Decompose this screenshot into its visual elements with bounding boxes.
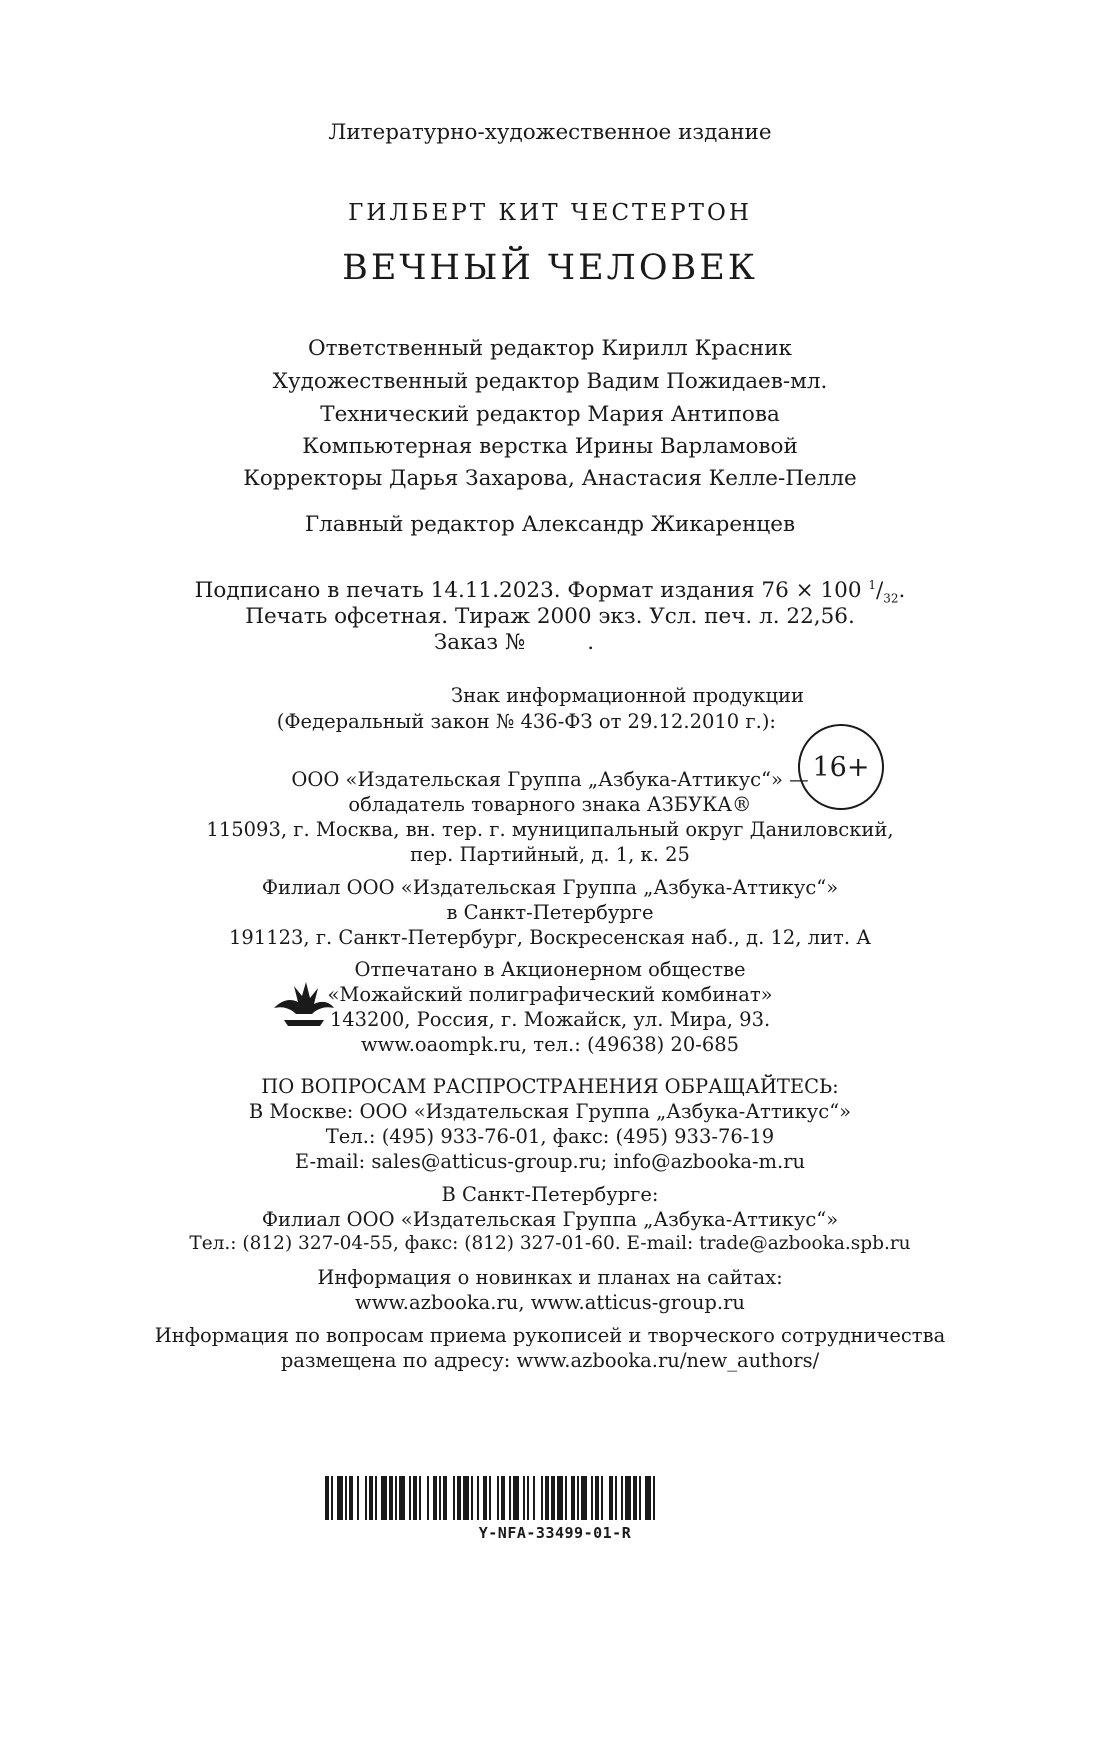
barcode-bar (609, 1476, 613, 1520)
barcode-bar (527, 1476, 529, 1520)
barcode-bar (395, 1476, 397, 1520)
barcode-bar (497, 1476, 499, 1520)
order-number: Заказ № . (433, 630, 595, 655)
manuscripts-info: Информация по вопросам приема рукописей и творческого сотрудничества (154, 1324, 946, 1347)
printer-contacts: www.oaompk.ru, тел.: (49638) 20-685 (360, 1033, 740, 1056)
distribution-heading: ПО ВОПРОСАМ РАСПРОСТРАНЕНИЯ ОБРАЩАЙТЕСЬ: (261, 1075, 839, 1098)
print-run-line: Печать офсетная. Тираж 2000 экз. Усл. печ. л. 22,56. (245, 604, 855, 629)
barcode-bar (433, 1476, 437, 1520)
publisher-line: ООО «Издательская Группа „Азбука-Аттикус“» — (291, 768, 809, 791)
author-name: ГИЛБЕРТ КИТ ЧЕСТЕРТОН (348, 200, 752, 226)
barcode-bar (409, 1476, 411, 1520)
distribution-moscow-email: E-mail: sales@atticus-group.ru; info@azbooka-m.ru (294, 1150, 806, 1173)
barcode-bar (625, 1476, 631, 1520)
barcode-bar (389, 1476, 393, 1520)
barcode-bar (357, 1476, 359, 1520)
websites-info: Информация о новинках и планах на сайтах: (317, 1266, 783, 1289)
editor-line: Компьютерная верстка Ирины Варламовой (302, 434, 798, 459)
rating-label: Знак информационной продукции (450, 684, 804, 707)
barcode-bar (591, 1476, 593, 1520)
barcode-bar (551, 1476, 555, 1520)
barcode-bar (633, 1476, 637, 1520)
barcode-bar (365, 1476, 367, 1520)
barcode-bar (571, 1476, 575, 1520)
order-label: Заказ № (433, 630, 526, 655)
printer-address: 143200, Россия, г. Можайск, ул. Мира, 93. (329, 1008, 771, 1031)
barcode-bar (577, 1476, 579, 1520)
manuscripts-address: размещена по адресу: www.azbooka.ru/new_authors/ (280, 1349, 820, 1372)
barcode-bar (595, 1476, 599, 1520)
edition-type: Литературно-художественное издание (328, 120, 772, 145)
barcode-icon (325, 1476, 785, 1520)
barcode-bar (523, 1476, 525, 1520)
printer-line: «Можайский полиграфический комбинат» (327, 983, 773, 1006)
barcode-bar (653, 1476, 655, 1520)
barcode-bar (369, 1476, 373, 1520)
barcode-bar (427, 1476, 429, 1520)
barcode-bar (331, 1476, 333, 1520)
format-numerator: 1 (868, 578, 876, 592)
distribution-spb-contacts: Тел.: (812) 327-04-55, факс: (812) 327-01-60. E-mail: trade@azbooka.spb.ru (189, 1233, 911, 1254)
barcode-bar (615, 1476, 617, 1520)
format-denominator: 32 (883, 591, 899, 606)
barcode-bar (439, 1476, 441, 1520)
barcode-bar (471, 1476, 473, 1520)
websites-list: www.azbooka.ru, www.atticus-group.ru (355, 1291, 745, 1314)
barcode-bar (565, 1476, 567, 1520)
barcode-bar (419, 1476, 421, 1520)
print-info-text: Подписано в печать 14.11.2023. Формат издания 76 × 100 (194, 578, 862, 604)
printer-line: Отпечатано в Акционерном обществе (354, 958, 746, 981)
rating-law: (Федеральный закон № 436-ФЗ от 29.12.2010 г.): (276, 710, 776, 733)
editor-line: Художественный редактор Вадим Пожидаев-мл. (272, 369, 828, 394)
barcode-bar (621, 1476, 623, 1520)
age-rating-badge: 16+ (798, 724, 884, 810)
branch-line: в Санкт-Петербурге (446, 901, 654, 924)
branch-address: 191123, г. Санкт-Петербург, Воскресенская наб., д. 12, лит. А (228, 926, 872, 949)
publisher-line: обладатель товарного знака АЗБУКА® (348, 793, 752, 816)
editor-line: Ответственный редактор Кирилл Красник (308, 336, 792, 361)
publisher-address: пер. Партийный, д. 1, к. 25 (410, 843, 690, 866)
print-info-line: Подписано в печать 14.11.2023. Формат издания 76 × 100 $^1/_{32}$. (194, 578, 906, 606)
barcode-code: Y-NFA-33499-01-R (478, 1524, 632, 1542)
barcode-bar (645, 1476, 651, 1520)
printer-logo-icon (272, 978, 336, 1034)
barcode-bar (509, 1476, 511, 1520)
barcode-bar (533, 1476, 535, 1520)
barcode-bar (453, 1476, 455, 1520)
barcode-bar (337, 1476, 343, 1520)
barcode-bar (513, 1476, 519, 1520)
barcode-bar (601, 1476, 603, 1520)
distribution-moscow: В Москве: ООО «Издательская Группа „Азбука-Аттикус“» (248, 1100, 852, 1123)
branch-line: Филиал ООО «Издательская Группа „Азбука-Аттикус“» (261, 876, 839, 899)
barcode-bar (477, 1476, 479, 1520)
barcode-bar (325, 1476, 329, 1520)
editor-line: Корректоры Дарья Захарова, Анастасия Келле-Пелле (243, 466, 857, 491)
barcode-bar (545, 1476, 549, 1520)
barcode-bar (463, 1476, 469, 1520)
barcode-bar (345, 1476, 347, 1520)
barcode-bar (381, 1476, 387, 1520)
chief-editor: Главный редактор Александр Жикаренцев (304, 512, 796, 537)
editor-line: Технический редактор Мария Антипова (320, 402, 780, 427)
barcode-bar (399, 1476, 405, 1520)
distribution-spb-branch: Филиал ООО «Издательская Группа „Азбука-Аттикус“» (261, 1208, 839, 1231)
barcode-bar (457, 1476, 461, 1520)
barcode-bar (501, 1476, 505, 1520)
distribution-spb: В Санкт-Петербурге: (441, 1183, 659, 1206)
barcode-bar (375, 1476, 377, 1520)
distribution-moscow-phone: Тел.: (495) 933-76-01, факс: (495) 933-76-19 (325, 1125, 775, 1148)
barcode-bar (349, 1476, 353, 1520)
publisher-address: 115093, г. Москва, вн. тер. г. муниципальный округ Даниловский, (206, 818, 894, 841)
barcode-bar (483, 1476, 487, 1520)
book-title: ВЕЧНЫЙ ЧЕЛОВЕК (342, 248, 758, 288)
barcode-bar (581, 1476, 587, 1520)
barcode-bar (489, 1476, 491, 1520)
barcode-bar (413, 1476, 417, 1520)
barcode-bar (541, 1476, 543, 1520)
barcode-bar (639, 1476, 641, 1520)
barcode-bar (443, 1476, 447, 1520)
barcode-bar (557, 1476, 563, 1520)
